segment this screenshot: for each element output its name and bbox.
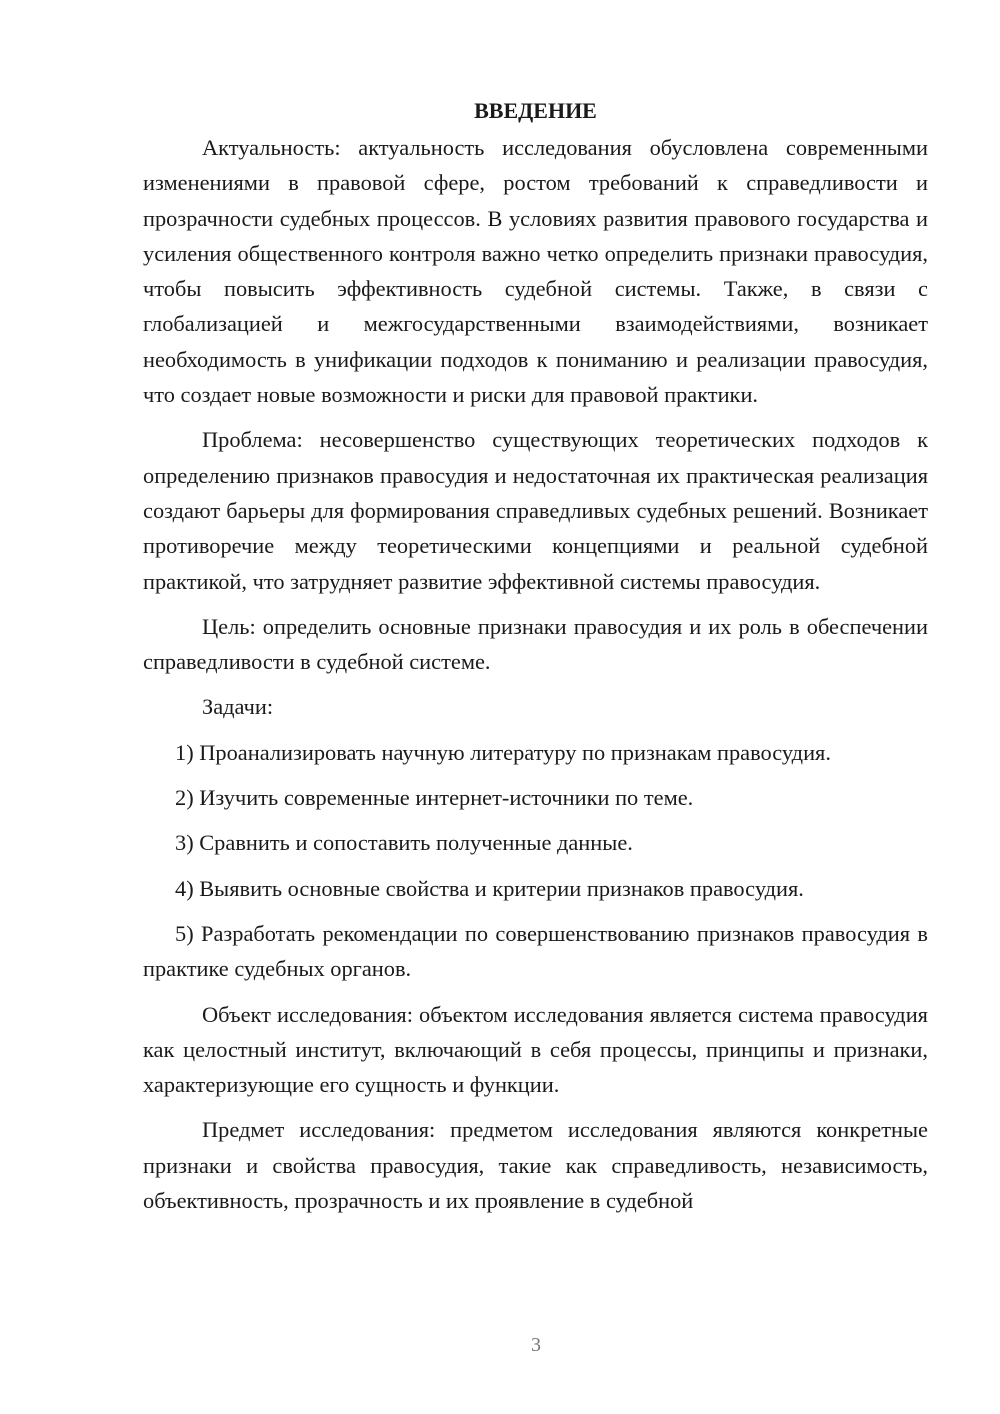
paragraph-relevance: Актуальность: актуальность исследования обусловлена современными изменениями в правовой сфере, ростом требований к справедливости и прозрачности судебных процессов. В условиях развития правового государства и усиления общественного контроля важно четко определить признаки правосудия, чтобы повысить эффективность судебной системы. Также, в связи с глобализацией и межгосударственными взаимодействиями, возникает необходимость в унификации подходов к пониманию и реализации правосудия, что создает новые возможности и риски для правовой практики. — [143, 135, 928, 408]
paragraph-problem: Проблема: несовершенство существующих теоретических подходов к определению признаков правосудия и недостаточная их практическая реализация создают барьеры для формирования справедливых судебных решений. Возникает противоречие между теоретическими концепциями и реальной судебной практикой, что затрудняет развитие эффективной системы правосудия. — [143, 427, 928, 594]
task-item-2: 2) Изучить современные интернет-источники по теме. — [175, 785, 694, 811]
page-number: 3 — [531, 1334, 541, 1356]
paragraph-goal: Цель: определить основные признаки правосудия и их роль в обеспечении справедливости в судебной системе. — [143, 613, 928, 675]
paragraph-object: Объект исследования: объектом исследования является система правосудия как целостный институт, включающий в себя процессы, принципы и признаки, характеризующие его сущность и функции. — [143, 1001, 928, 1098]
task-item-4: 4) Выявить основные свойства и критерии признаков правосудия. — [175, 875, 804, 901]
paragraph-subject: Предмет исследования: предметом исследования являются конкретные признаки и свойства правосудия, такие как справедливость, независимость, объективность, прозрачность и их проявление в судебной — [143, 1117, 928, 1214]
task-item-5: 5) Разработать рекомендации по совершенствованию признаков правосудия в практике судебных органов. — [143, 920, 928, 982]
section-heading: ВВЕДЕНИЕ — [474, 98, 597, 123]
task-item-1: 1) Проанализировать научную литературу по признакам правосудия. — [175, 739, 831, 765]
document-page — [143, 96, 928, 1218]
tasks-title: Задачи: — [202, 694, 274, 720]
task-item-3: 3) Сравнить и сопоставить полученные данные. — [175, 830, 633, 856]
